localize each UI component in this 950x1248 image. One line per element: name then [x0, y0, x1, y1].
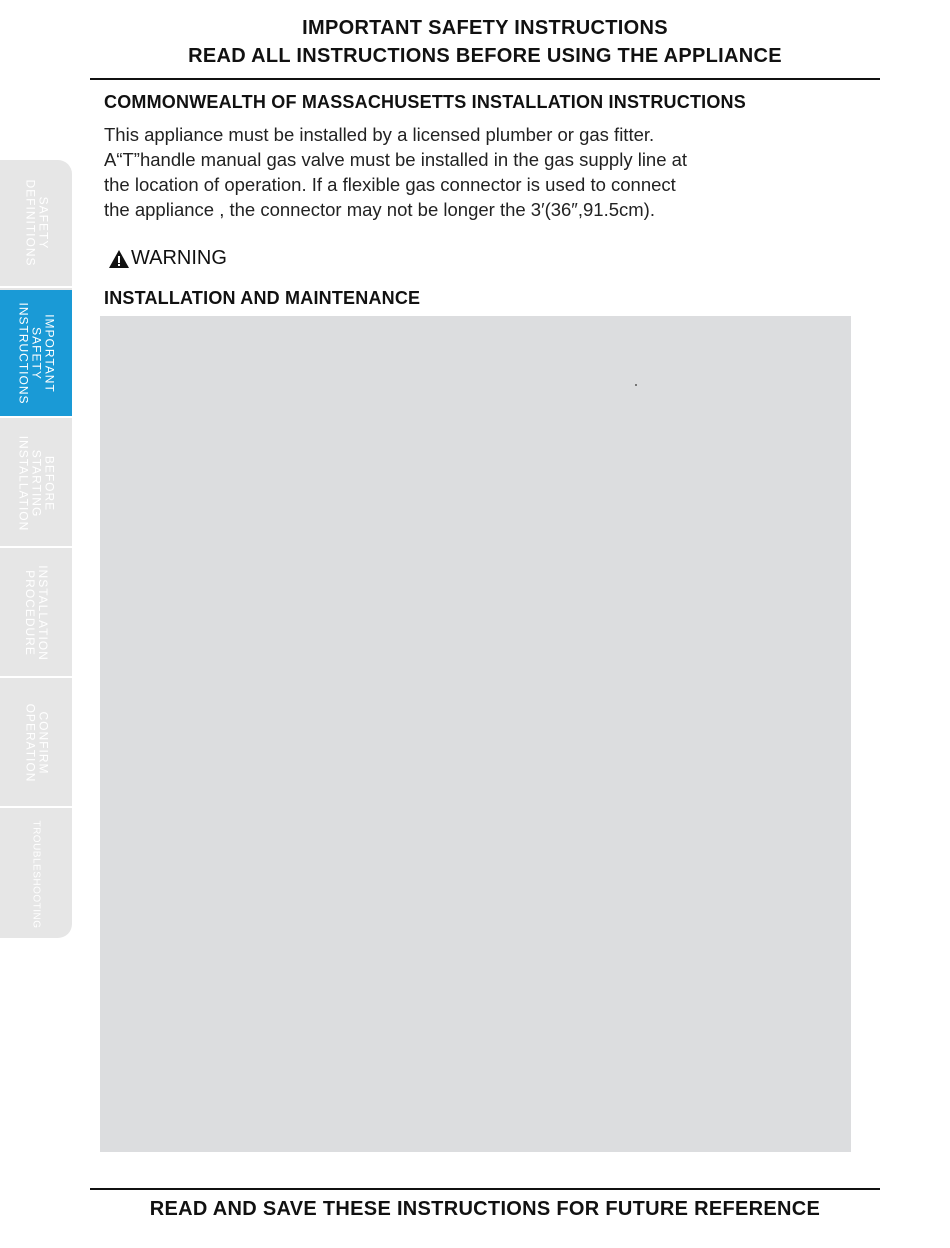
tab-label: SAFETY DEFINITIONS [23, 179, 51, 267]
tab-confirm-operation[interactable] [0, 680, 72, 808]
header-title: IMPORTANT SAFETY INSTRUCTIONS [302, 17, 668, 39]
footer-divider [90, 1188, 880, 1190]
tab-label: TROUBLESHOOTING [30, 819, 42, 929]
body-line: A“T”handle manual gas valve must be installed in the gas supply line at [104, 149, 688, 170]
figure-placeholder [100, 316, 851, 1152]
body-line: the location of operation. If a flexible gas connector is used to connect [104, 174, 676, 195]
figure-speck [635, 384, 637, 386]
page-header [90, 14, 880, 70]
tab-safety-definitions[interactable] [0, 160, 72, 288]
warning-triangle-icon [108, 249, 130, 269]
tab-label: BEFORE STARTING INSTALLATION [16, 435, 57, 531]
header-subtitle: READ ALL INSTRUCTIONS BEFORE USING THE APPLIANCE [188, 45, 782, 67]
header-divider [90, 78, 880, 80]
warning-heading [108, 247, 227, 270]
warning-label: WARNING [131, 247, 227, 269]
page-footer: READ AND SAVE THESE INSTRUCTIONS FOR FUTURE REFERENCE [149, 1198, 821, 1220]
tab-before-starting-installation[interactable] [0, 420, 72, 548]
subsection-title: INSTALLATION AND MAINTENANCE [104, 288, 421, 308]
section-body [104, 122, 844, 222]
body-line: This appliance must be installed by a licensed plumber or gas fitter. [104, 124, 655, 145]
section-title: COMMONWEALTH OF MASSACHUSETTS INSTALLATION INSTRUCTIONS [104, 92, 746, 112]
tab-installation-procedure[interactable] [0, 550, 72, 678]
tab-label: IMPORTANT SAFETY INSTRUCTIONS [16, 302, 57, 404]
tab-important-safety-instructions[interactable] [0, 290, 72, 418]
tab-troubleshooting[interactable] [0, 810, 72, 938]
body-line: the appliance , the connector may not be longer the 3′(36″,91.5cm). [104, 199, 655, 220]
tab-label: CONFIRM OPERATION [23, 703, 51, 783]
tab-label: INSTALLATION PROCEDURE [23, 565, 51, 661]
section-sidebar [0, 160, 72, 938]
